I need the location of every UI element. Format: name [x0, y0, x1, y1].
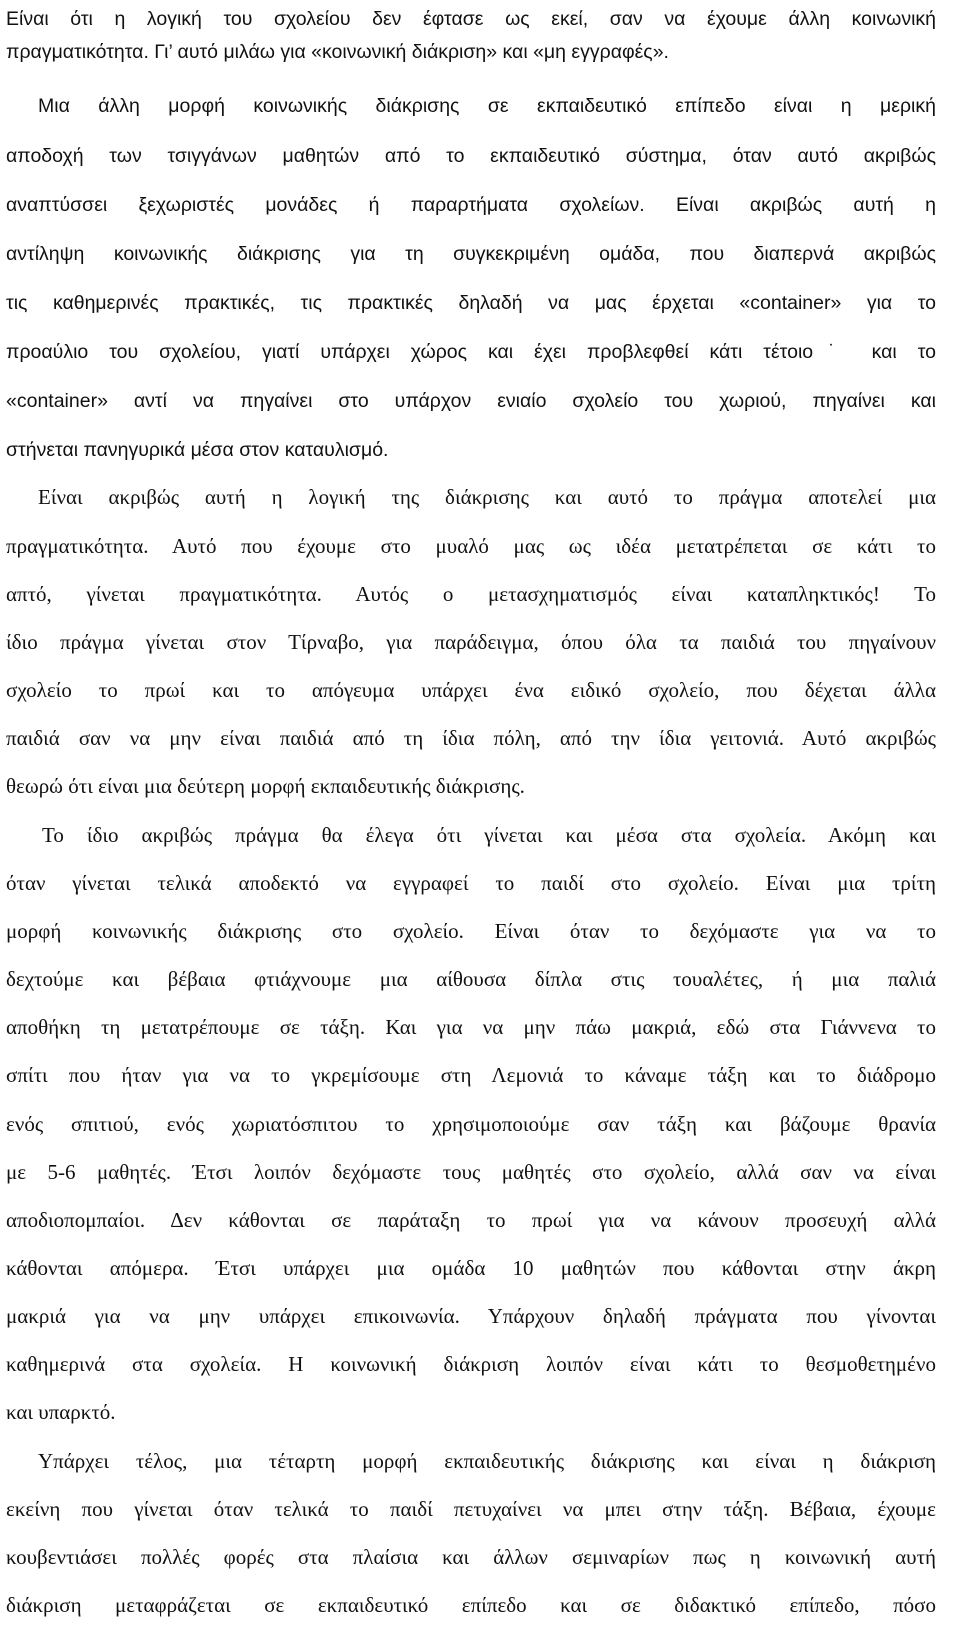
text-line: δεχτούμε και βέβαια φτιάχνουμε μια αίθουσα δίπλα στις τουαλέτες, ή μια παλιά: [6, 967, 936, 991]
text-line: μακριά για να μην υπάρχει επικοινωνία. Υπάρχουν δηλαδή πράγματα που γίνονται: [6, 1304, 936, 1328]
text-line: και υπαρκτό.: [6, 1400, 116, 1424]
text-line: ενός σπιτιού, ενός χωριατόσπιτου το χρησιμοποιούμε σαν τάξη και βάζουμε θρανία: [6, 1112, 936, 1136]
text-line: Μια άλλη μορφή κοινωνικής διάκρισης σε εκπαιδευτικό επίπεδο είναι η μερική: [38, 95, 936, 117]
text-line: αποδοχή των τσιγγάνων μαθητών από το εκπαιδευτικό σύστημα, όταν αυτό ακριβώς: [6, 145, 936, 167]
text-line: αντίληψη κοινωνικής διάκρισης για τη συγκεκριμένη ομάδα, που διαπερνά ακριβώς: [6, 243, 936, 265]
text-line: Υπάρχει τέλος, μια τέταρτη μορφή εκπαιδευτικής διάκρισης και είναι η διάκριση: [38, 1449, 936, 1473]
text-line: σχολείο το πρωί και το απόγευμα υπάρχει ένα ειδικό σχολείο, που δέχεται άλλα: [6, 678, 936, 702]
text-line: με 5-6 μαθητές. Έτσι λοιπόν δεχόμαστε τους μαθητές στο σχολείο, αλλά σαν να είναι: [6, 1160, 936, 1184]
text-line: καθημερινά στα σχολεία. Η κοινωνική διάκριση λοιπόν είναι κάτι το θεσμοθετημένο: [6, 1352, 936, 1376]
text-line: Είναι ακριβώς αυτή η λογική της διάκρισης και αυτό το πράγμα αποτελεί μια: [38, 485, 936, 509]
text-line: παιδιά σαν να μην είναι παιδιά από τη ίδια πόλη, από την ίδια γειτονιά. Αυτό ακριβώς: [6, 726, 936, 750]
text-line: διάκριση μεταφράζεται σε εκπαιδευτικό επίπεδο και σε διδακτικό επίπεδο, πόσο: [6, 1593, 936, 1617]
text-line: Είναι ότι η λογική του σχολείου δεν έφτασε ως εκεί, σαν να έχουμε άλλη κοινωνική: [6, 8, 936, 30]
text-line: κουβεντιάσει πολλές φορές στα πλαίσια και άλλων σεμιναρίων πως η κοινωνική αυτή: [6, 1545, 936, 1569]
text-line: θεωρώ ότι είναι μια δεύτερη μορφή εκπαιδευτικής διάκρισης.: [6, 774, 525, 798]
text-line: πραγματικότητα. Γι’ αυτό μιλάω για «κοινωνική διάκριση» και «μη εγγραφές».: [6, 41, 669, 63]
text-line: εκείνη που γίνεται όταν τελικά το παιδί πετυχαίνει να μπει στην τάξη. Βέβαια, έχουμε: [6, 1497, 936, 1521]
text-line: αναπτύσσει ξεχωριστές μονάδες ή παραρτήματα σχολείων. Είναι ακριβώς αυτή η: [6, 194, 936, 216]
text-line: σπίτι που ήταν για να το γκρεμίσουμε στη Λεμονιά το κάναμε τάξη και το διάδρομο: [6, 1063, 936, 1087]
text-line: στήνεται πανηγυρικά μέσα στον καταυλισμό.: [6, 439, 389, 461]
text-line: Το ίδιο ακριβώς πράγμα θα έλεγα ότι γίνεται και μέσα στα σχολεία. Ακόμη και: [42, 823, 936, 847]
text-line: κάθονται απόμερα. Έτσι υπάρχει μια ομάδα 10 μαθητών που κάθονται στην άκρη: [6, 1256, 936, 1280]
text-line: πραγματικότητα. Αυτό που έχουμε στο μυαλό μας ως ιδέα μετατρέπεται σε κάτι το: [6, 534, 936, 558]
text-line: τις καθημερινές πρακτικές, τις πρακτικές δηλαδή να μας έρχεται «container» για το: [6, 292, 936, 314]
text-line: μορφή κοινωνικής διάκρισης στο σχολείο. Είναι όταν το δεχόμαστε για να το: [6, 919, 936, 943]
text-line: όταν γίνεται τελικά αποδεκτό να εγγραφεί το παιδί στο σχολείο. Είναι μια τρίτη: [6, 871, 936, 895]
text-line: αποδιοπομπαίοι. Δεν κάθονται σε παράταξη το πρωί για να κάνουν προσευχή αλλά: [6, 1208, 936, 1232]
text-line: απτό, γίνεται πραγματικότητα. Αυτός ο μετασχηματισμός είναι καταπληκτικός! Το: [6, 582, 936, 606]
text-line: αποθήκη τη μετατρέπουμε σε τάξη. Και για να μην πάω μακριά, εδώ στα Γιάννενα το: [6, 1015, 936, 1039]
text-line: ίδιο πράγμα γίνεται στον Τίρναβο, για παράδειγμα, όπου όλα τα παιδιά του πηγαίνουν: [6, 630, 936, 654]
text-line: «container» αντί να πηγαίνει στο υπάρχον ενιαίο σχολείο του χωριού, πηγαίνει και: [6, 390, 936, 412]
text-line: προαύλιο του σχολείου, γιατί υπάρχει χώρος και έχει προβλεφθεί κάτι τέτοιο˙ και το: [6, 341, 936, 363]
